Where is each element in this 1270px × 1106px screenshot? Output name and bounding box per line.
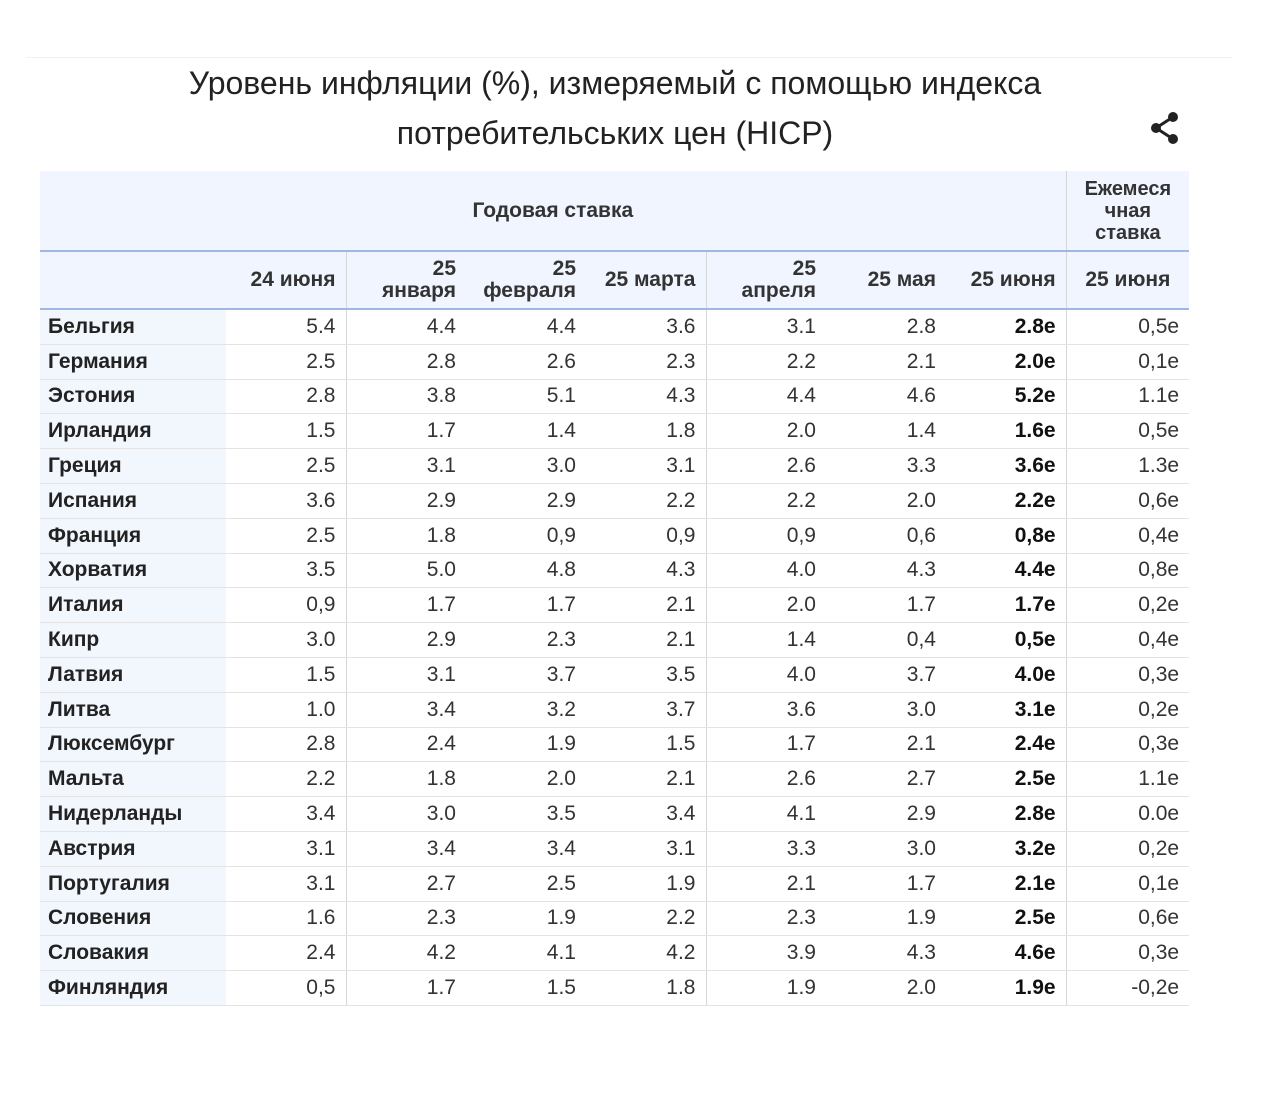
annual-rate-cell: 2.1e xyxy=(946,866,1066,901)
table-row xyxy=(40,379,1189,414)
annual-rate-cell: 4.2 xyxy=(346,936,466,971)
annual-rate-cell: 2.1 xyxy=(586,588,706,623)
table-row xyxy=(40,309,1189,344)
annual-rate-cell: 2.2e xyxy=(946,483,1066,518)
annual-rate-cell: 1.8 xyxy=(346,518,466,553)
column-header-line: апреля xyxy=(741,279,816,302)
annual-rate-cell: 0,9 xyxy=(466,518,586,553)
annual-rate-cell: 2.0e xyxy=(946,344,1066,379)
annual-rate-cell: 3.4 xyxy=(346,831,466,866)
annual-rate-cell: 3.0 xyxy=(826,831,946,866)
country-cell: Ирландия xyxy=(40,414,226,449)
annual-rate-cell: 3.9 xyxy=(706,936,826,971)
country-cell: Финляндия xyxy=(40,971,226,1006)
country-cell: Бельгия xyxy=(40,309,226,344)
table-row xyxy=(40,414,1189,449)
annual-rate-cell: 4.3 xyxy=(826,936,946,971)
table-body xyxy=(40,309,1189,1005)
annual-rate-cell: 3.8 xyxy=(346,379,466,414)
annual-rate-cell: 4.2 xyxy=(586,936,706,971)
annual-rate-cell: 3.0 xyxy=(226,623,346,658)
country-cell: Латвия xyxy=(40,657,226,692)
annual-rate-cell: 1.5 xyxy=(466,971,586,1006)
monthly-rate-cell: 0,6e xyxy=(1066,901,1189,936)
annual-rate-cell: 2.1 xyxy=(706,866,826,901)
monthly-rate-cell: 0,3e xyxy=(1066,727,1189,762)
annual-rate-cell: 2.8e xyxy=(946,797,1066,832)
annual-rate-cell: 1.8 xyxy=(586,414,706,449)
annual-rate-cell: 2.8 xyxy=(346,344,466,379)
annual-rate-cell: 3.4 xyxy=(346,692,466,727)
annual-rate-cell: 1.4 xyxy=(466,414,586,449)
monthly-rate-cell: 0,4e xyxy=(1066,623,1189,658)
annual-rate-cell: 1.7 xyxy=(706,727,826,762)
monthly-rate-cell: 0,2e xyxy=(1066,831,1189,866)
table-row xyxy=(40,762,1189,797)
annual-rate-cell: 3.2e xyxy=(946,831,1066,866)
annual-rate-cell: 2.7 xyxy=(346,866,466,901)
annual-rate-cell: 1.7 xyxy=(826,866,946,901)
annual-rate-cell: 1.6e xyxy=(946,414,1066,449)
annual-rate-cell: 1.7 xyxy=(346,588,466,623)
annual-rate-cell: 3.4 xyxy=(466,831,586,866)
annual-rate-cell: 1.7 xyxy=(346,971,466,1006)
annual-rate-cell: 2.2 xyxy=(586,483,706,518)
annual-rate-cell: 3.5 xyxy=(226,553,346,588)
annual-rate-cell: 3.3 xyxy=(706,831,826,866)
annual-rate-cell: 1.9 xyxy=(586,866,706,901)
annual-rate-cell: 0,4 xyxy=(826,623,946,658)
annual-rate-cell: 2.5 xyxy=(226,449,346,484)
annual-rate-cell: 3.5 xyxy=(466,797,586,832)
annual-rate-cell: 2.9 xyxy=(346,623,466,658)
column-header: 25 мая xyxy=(826,251,946,309)
monthly-rate-cell: 0,4e xyxy=(1066,518,1189,553)
annual-rate-cell: 2.0 xyxy=(706,414,826,449)
annual-rate-cell: 1.7 xyxy=(826,588,946,623)
inflation-table xyxy=(40,171,1189,1006)
country-cell: Греция xyxy=(40,449,226,484)
column-header: 24 июня xyxy=(226,251,346,309)
annual-rate-cell: 3.1 xyxy=(706,309,826,344)
country-cell: Словения xyxy=(40,901,226,936)
table-row xyxy=(40,901,1189,936)
table-row xyxy=(40,692,1189,727)
column-header-line: 25 xyxy=(792,257,816,280)
annual-rate-cell: 2.6 xyxy=(706,762,826,797)
annual-rate-cell: 3.4 xyxy=(586,797,706,832)
annual-rate-cell: 1.9 xyxy=(466,901,586,936)
column-header: 25 июня xyxy=(1066,251,1189,309)
annual-rate-cell: 1.7 xyxy=(346,414,466,449)
annual-rate-cell: 3.7 xyxy=(826,657,946,692)
monthly-rate-cell: 0,8e xyxy=(1066,553,1189,588)
annual-rate-cell: 2.4 xyxy=(346,727,466,762)
annual-rate-cell: 2.3 xyxy=(466,623,586,658)
annual-rate-cell: 2.9 xyxy=(466,483,586,518)
annual-rate-cell: 2.9 xyxy=(346,483,466,518)
annual-rate-cell: 4.4 xyxy=(706,379,826,414)
monthly-rate-header xyxy=(1066,171,1189,251)
annual-rate-cell: 3.7 xyxy=(466,657,586,692)
table-row xyxy=(40,657,1189,692)
annual-rate-cell: 3.1e xyxy=(946,692,1066,727)
annual-rate-cell: 1.9e xyxy=(946,971,1066,1006)
annual-rate-cell: 1.5 xyxy=(226,414,346,449)
annual-rate-cell: 2.0 xyxy=(706,588,826,623)
table-row xyxy=(40,797,1189,832)
column-header-row xyxy=(40,251,1189,309)
annual-rate-cell: 5.2e xyxy=(946,379,1066,414)
share-icon[interactable] xyxy=(1148,110,1182,146)
annual-rate-cell: 2.8 xyxy=(226,379,346,414)
annual-rate-cell: 2.0 xyxy=(466,762,586,797)
monthly-rate-cell: 0,3e xyxy=(1066,657,1189,692)
annual-rate-cell: 3.7 xyxy=(586,692,706,727)
monthly-rate-cell: 1.3e xyxy=(1066,449,1189,484)
annual-rate-cell: 2.6 xyxy=(706,449,826,484)
annual-rate-cell: 1.5 xyxy=(226,657,346,692)
annual-rate-cell: 4.0e xyxy=(946,657,1066,692)
country-cell: Словакия xyxy=(40,936,226,971)
annual-rate-cell: 4.3 xyxy=(586,379,706,414)
annual-rate-cell: 2.2 xyxy=(226,762,346,797)
annual-rate-cell: 1.5 xyxy=(586,727,706,762)
table-row xyxy=(40,449,1189,484)
annual-rate-cell: 2.4e xyxy=(946,727,1066,762)
annual-rate-cell: 3.0 xyxy=(826,692,946,727)
country-cell: Кипр xyxy=(40,623,226,658)
annual-rate-cell: 3.2 xyxy=(466,692,586,727)
annual-rate-cell: 0,9 xyxy=(586,518,706,553)
annual-rate-cell: 2.2 xyxy=(706,483,826,518)
annual-rate-cell: 0,5 xyxy=(226,971,346,1006)
title-line-1: Уровень инфляции (%), измеряемый с помощью индекса xyxy=(188,65,1042,101)
annual-rate-cell: 2.5e xyxy=(946,762,1066,797)
table-row xyxy=(40,518,1189,553)
annual-rate-cell: 2.3 xyxy=(346,901,466,936)
table-row xyxy=(40,623,1189,658)
annual-rate-cell: 2.2 xyxy=(706,344,826,379)
annual-rate-cell: 2.1 xyxy=(826,727,946,762)
annual-rate-cell: 1.7e xyxy=(946,588,1066,623)
title-line-2: потребительськиx цен (HICP) xyxy=(396,115,834,151)
monthly-rate-cell: 0,2e xyxy=(1066,588,1189,623)
annual-rate-cell: 2.1 xyxy=(586,762,706,797)
column-header-line: февраля xyxy=(483,279,576,302)
annual-rate-cell: 3.6 xyxy=(706,692,826,727)
country-cell: Эстония xyxy=(40,379,226,414)
country-cell: Мальта xyxy=(40,762,226,797)
country-cell: Германия xyxy=(40,344,226,379)
annual-rate-cell: 1.7 xyxy=(466,588,586,623)
annual-rate-cell: 4.0 xyxy=(706,657,826,692)
annual-rate-cell: 5.4 xyxy=(226,309,346,344)
annual-rate-cell: 3.1 xyxy=(226,831,346,866)
annual-rate-cell: 1.9 xyxy=(826,901,946,936)
annual-rate-cell: 2.8 xyxy=(826,309,946,344)
monthly-rate-cell: 0,1e xyxy=(1066,344,1189,379)
column-header-line: 25 xyxy=(552,257,576,280)
table-row xyxy=(40,588,1189,623)
country-cell: Франция xyxy=(40,518,226,553)
annual-rate-cell: 2.1 xyxy=(586,623,706,658)
annual-rate-cell: 2.5 xyxy=(466,866,586,901)
annual-rate-cell: 3.1 xyxy=(346,657,466,692)
annual-rate-cell: 5.0 xyxy=(346,553,466,588)
annual-rate-cell: 4.1 xyxy=(466,936,586,971)
annual-rate-cell: 3.1 xyxy=(586,449,706,484)
annual-rate-cell: 2.3 xyxy=(586,344,706,379)
annual-rate-cell: 3.6 xyxy=(226,483,346,518)
monthly-rate-cell: 0,2e xyxy=(1066,692,1189,727)
table-row xyxy=(40,727,1189,762)
annual-rate-cell: 0,9 xyxy=(706,518,826,553)
annual-rate-cell: 1.8 xyxy=(346,762,466,797)
country-cell: Италия xyxy=(40,588,226,623)
column-header-line: 25 xyxy=(432,257,456,280)
annual-rate-cell: 3.6e xyxy=(946,449,1066,484)
annual-rate-cell: 4.3 xyxy=(586,553,706,588)
annual-rate-cell: 3.0 xyxy=(466,449,586,484)
table-row xyxy=(40,483,1189,518)
annual-rate-cell: 2.0 xyxy=(826,971,946,1006)
annual-rate-cell: 2.5 xyxy=(226,344,346,379)
table-row xyxy=(40,936,1189,971)
country-cell: Испания xyxy=(40,483,226,518)
annual-rate-cell: 2.6 xyxy=(466,344,586,379)
monthly-rate-cell: 0.0e xyxy=(1066,797,1189,832)
annual-rate-cell: 3.1 xyxy=(586,831,706,866)
table-row xyxy=(40,831,1189,866)
column-header xyxy=(706,251,826,309)
column-header: 25 июня xyxy=(946,251,1066,309)
annual-rate-cell: 3.1 xyxy=(226,866,346,901)
annual-rate-cell: 4.6 xyxy=(826,379,946,414)
annual-rate-cell: 2.0 xyxy=(826,483,946,518)
annual-rate-cell: 0,5e xyxy=(946,623,1066,658)
annual-rate-cell: 1.8 xyxy=(586,971,706,1006)
annual-rate-cell: 5.1 xyxy=(466,379,586,414)
annual-rate-cell: 3.0 xyxy=(346,797,466,832)
annual-rate-cell: 3.1 xyxy=(346,449,466,484)
country-cell: Португалия xyxy=(40,866,226,901)
annual-rate-cell: 3.3 xyxy=(826,449,946,484)
annual-rate-cell: 4.4 xyxy=(346,309,466,344)
annual-rate-cell: 1.9 xyxy=(466,727,586,762)
monthly-rate-cell: 0,5e xyxy=(1066,414,1189,449)
country-cell: Люксембург xyxy=(40,727,226,762)
annual-rate-cell: 4.4 xyxy=(466,309,586,344)
monthly-rate-line: чная xyxy=(1104,199,1152,222)
monthly-rate-cell: 1.1e xyxy=(1066,379,1189,414)
country-cell: Австрия xyxy=(40,831,226,866)
annual-rate-cell: 2.2 xyxy=(586,901,706,936)
annual-rate-cell: 4.3 xyxy=(826,553,946,588)
annual-rate-cell: 2.3 xyxy=(706,901,826,936)
column-header-line: января xyxy=(381,279,456,302)
header-group-row xyxy=(40,171,1189,251)
annual-rate-cell: 1.4 xyxy=(826,414,946,449)
table-row xyxy=(40,344,1189,379)
annual-rate-cell: 4.6e xyxy=(946,936,1066,971)
annual-rate-cell: 1.4 xyxy=(706,623,826,658)
monthly-rate-line: Ежемеся xyxy=(1084,177,1172,200)
annual-rate-cell: 4.4e xyxy=(946,553,1066,588)
annual-rate-cell: 0,9 xyxy=(226,588,346,623)
annual-rate-header: Годовая ставка xyxy=(40,171,1066,251)
annual-rate-cell: 1.6 xyxy=(226,901,346,936)
annual-rate-cell: 2.7 xyxy=(826,762,946,797)
annual-rate-cell: 2.8 xyxy=(226,727,346,762)
page-title xyxy=(40,58,1190,158)
country-column-header xyxy=(40,251,226,309)
monthly-rate-cell: 1.1e xyxy=(1066,762,1189,797)
annual-rate-cell: 3.6 xyxy=(586,309,706,344)
table-row xyxy=(40,971,1189,1006)
annual-rate-cell: 3.5 xyxy=(586,657,706,692)
annual-rate-cell: 3.4 xyxy=(226,797,346,832)
country-cell: Нидерланды xyxy=(40,797,226,832)
monthly-rate-cell: 0,5e xyxy=(1066,309,1189,344)
country-cell: Литва xyxy=(40,692,226,727)
annual-rate-cell: 2.1 xyxy=(826,344,946,379)
annual-rate-cell: 0,8e xyxy=(946,518,1066,553)
annual-rate-cell: 1.0 xyxy=(226,692,346,727)
annual-rate-cell: 4.8 xyxy=(466,553,586,588)
monthly-rate-line: ставка xyxy=(1095,221,1161,244)
annual-rate-cell: 2.9 xyxy=(826,797,946,832)
annual-rate-cell: 0,6 xyxy=(826,518,946,553)
monthly-rate-cell: 0,3e xyxy=(1066,936,1189,971)
annual-rate-cell: 2.5e xyxy=(946,901,1066,936)
monthly-rate-cell: 0,1e xyxy=(1066,866,1189,901)
column-header: 25 марта xyxy=(586,251,706,309)
annual-rate-cell: 2.8e xyxy=(946,309,1066,344)
table-row xyxy=(40,553,1189,588)
annual-rate-cell: 1.9 xyxy=(706,971,826,1006)
annual-rate-cell: 2.4 xyxy=(226,936,346,971)
annual-rate-cell: 2.5 xyxy=(226,518,346,553)
annual-rate-cell: 4.0 xyxy=(706,553,826,588)
country-cell: Хорватия xyxy=(40,553,226,588)
table-row xyxy=(40,866,1189,901)
monthly-rate-cell: -0,2e xyxy=(1066,971,1189,1006)
annual-rate-cell: 4.1 xyxy=(706,797,826,832)
column-header xyxy=(466,251,586,309)
column-header xyxy=(346,251,466,309)
monthly-rate-cell: 0,6e xyxy=(1066,483,1189,518)
